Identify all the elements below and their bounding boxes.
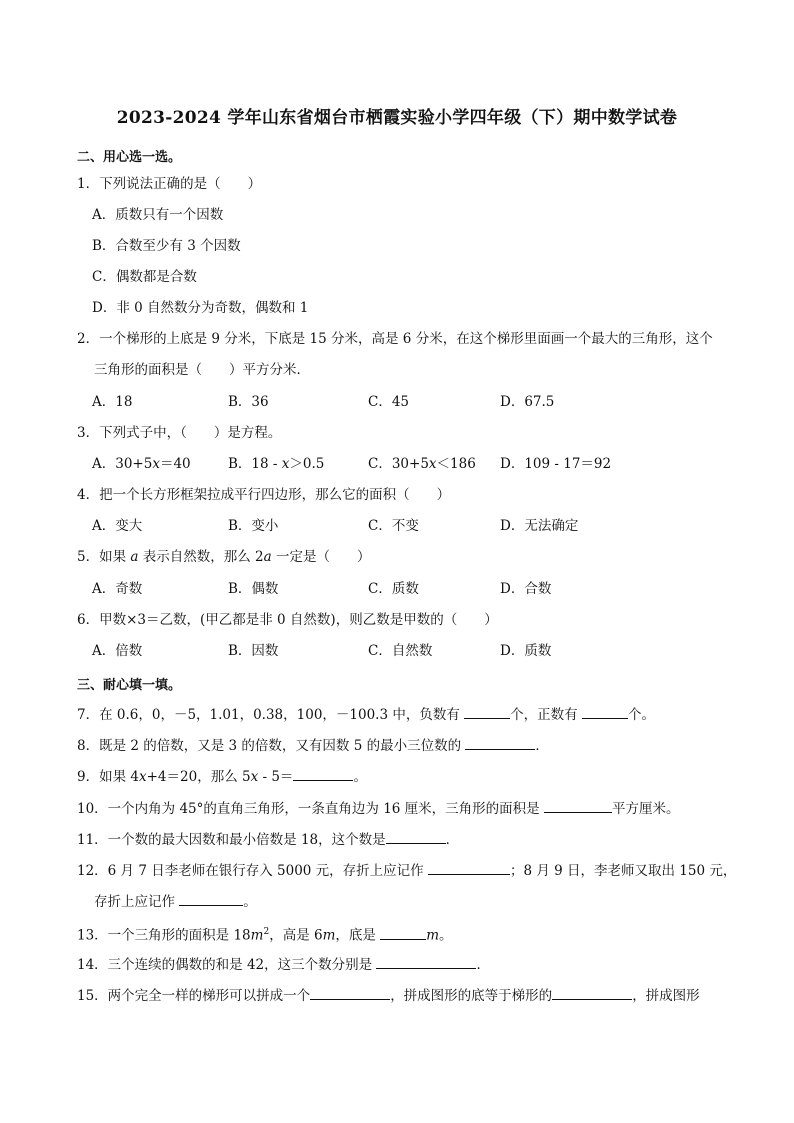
answer-blank[interactable] (386, 829, 446, 844)
question-3-option-a: A．30+5x＝40 (92, 456, 191, 472)
answer-blank[interactable] (380, 925, 426, 940)
question-5-option-b: B．偶数 (228, 581, 279, 597)
question-2-stem: 2．一个梯形的上底是 9 分米，下底是 15 分米，高是 6 分米，在这个梯形里面画一个最大的三角形，这个 (77, 331, 713, 347)
answer-blank[interactable] (376, 954, 476, 969)
question-2-option-b: B．36 (228, 394, 269, 410)
question-13: 13．一个三角形的面积是 $18m^2$，高是 6m，底是 m。 (77, 923, 453, 945)
exam-title: 2023-2024 学年山东省烟台市栖霞实验小学四年级（下）期中数学试卷 (116, 108, 678, 128)
question-4-stem: 4．把一个长方形框架拉成平行四边形，那么它的面积（ ） (77, 487, 451, 503)
question-12-continued: 存折上应记作 。 (94, 891, 257, 911)
question-6-option-d: D．质数 (500, 643, 552, 659)
question-1-option-d: D．非 0 自然数分为奇数，偶数和 1 (92, 300, 309, 316)
question-2-option-d: D．67.5 (500, 394, 555, 410)
question-2-option-c: C．45 (368, 394, 410, 410)
question-5-option-a: A．奇数 (92, 581, 143, 597)
question-1-stem: 1．下列说法正确的是（ ） (77, 176, 262, 192)
question-6-stem: 6．甲数×3＝乙数，(甲乙都是非 0 自然数)，则乙数是甲数的（ ） (77, 612, 498, 628)
question-4-option-d: D．无法确定 (500, 518, 579, 534)
question-6-option-b: B．因数 (228, 643, 279, 659)
question-5-stem: 5．如果 a 表示自然数，那么 2a 一定是（ ） (77, 549, 371, 565)
question-9: 9．如果 4x+4＝20，那么 5x - 5＝ 。 (77, 766, 367, 786)
answer-blank[interactable] (428, 860, 510, 875)
question-12: 12．6 月 7 日李老师在银行存入 5000 元，存折上应记作 ；8 月 9 日，李老师又取出 150 元， (77, 860, 736, 880)
answer-blank[interactable] (293, 766, 353, 781)
question-3-stem: 3．下列式子中，（ ）是方程。 (77, 425, 282, 441)
question-3-option-d: D．109 - 17＝92 (500, 456, 612, 472)
question-2-option-a: A．18 (92, 394, 133, 410)
question-4-option-b: B．变小 (228, 518, 279, 534)
question-3-option-b: B．18 - x＞0.5 (228, 456, 325, 472)
section-multiple-choice: 二、用心选一选。 (77, 150, 182, 165)
answer-blank[interactable] (310, 985, 390, 1000)
question-1-option-a: A．质数只有一个因数 (92, 207, 224, 223)
section-fill-in: 三、耐心填一填。 (77, 678, 182, 693)
question-7: 7．在 0.6，0，－5，1.01，0.38，100，－100.3 中，负数有 个，正数有 个。 (77, 704, 655, 724)
answer-blank[interactable] (544, 798, 612, 813)
question-5-option-d: D．合数 (500, 581, 552, 597)
question-3-option-c: C．30+5x＜186 (368, 456, 476, 472)
question-6-option-c: C．自然数 (368, 643, 433, 659)
question-8: 8．既是 2 的倍数，又是 3 的倍数，又有因数 5 的最小三位数的 ． (77, 735, 549, 755)
question-14: 14．三个连续的偶数的和是 42，这三个数分别是 ． (77, 954, 490, 974)
answer-blank[interactable] (465, 735, 535, 750)
question-1-option-c: C．偶数都是合数 (92, 269, 197, 285)
question-5-option-c: C．质数 (368, 581, 419, 597)
question-6-option-a: A．倍数 (92, 643, 143, 659)
question-4-option-a: A．变大 (92, 518, 143, 534)
answer-blank[interactable] (464, 704, 510, 719)
answer-blank[interactable] (582, 704, 628, 719)
question-15: 15．两个完全一样的梯形可以拼成一个 ，拼成图形的底等于梯形的 ，拼成图形 (77, 985, 700, 1005)
question-10: 10．一个内角为 45°的直角三角形，一条直角边为 16 厘米，三角形的面积是 平方厘米。 (77, 798, 679, 818)
question-4-option-c: C．不变 (368, 518, 419, 534)
answer-blank[interactable] (552, 985, 632, 1000)
question-1-option-b: B．合数至少有 3 个因数 (92, 238, 241, 254)
question-2-stem-continued: 三角形的面积是（ ）平方分米． (94, 362, 310, 378)
answer-blank[interactable] (179, 891, 243, 906)
question-11: 11．一个数的最大因数和最小倍数是 18，这个数是 ． (77, 829, 459, 849)
